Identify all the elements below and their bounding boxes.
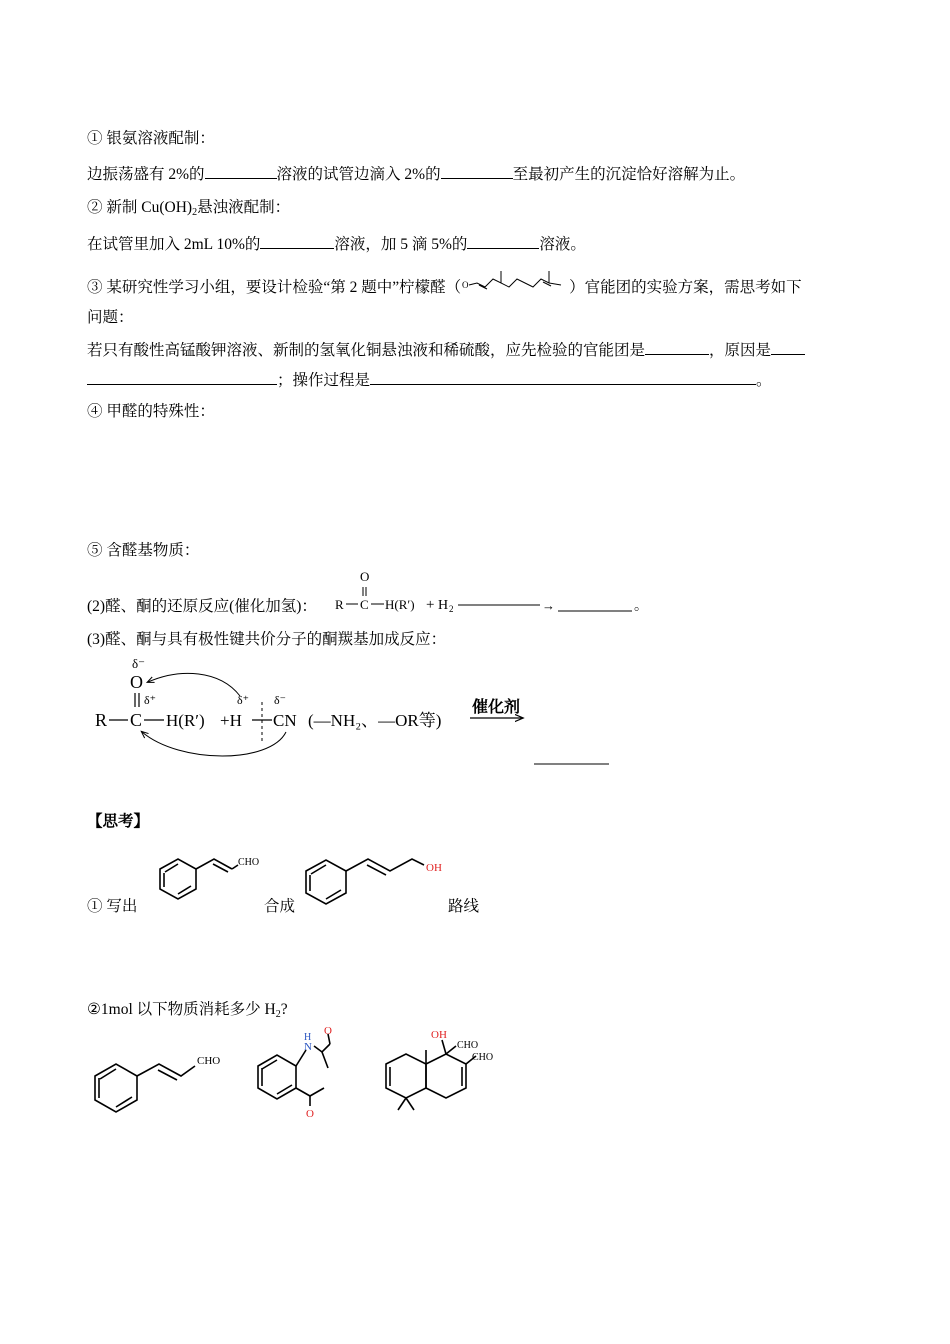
r3-delta-plus-h: δ⁺: [237, 693, 249, 707]
r3-curved-arrow-lower: [142, 732, 286, 756]
gem-methyl-b: [406, 1098, 414, 1110]
q2-molecule-bicyclic-dialdehyde: [372, 1024, 512, 1124]
citral-structure: [461, 278, 569, 292]
r3-c: C: [130, 710, 143, 730]
section-4-title: ④ 甲醛的特殊性：: [87, 403, 215, 420]
s3-text-c: 若只有酸性高锰酸钾溶液、新制的氢氧化铜悬浊液和稀硫酸，应先检验的官能团是: [87, 342, 646, 359]
blank-field[interactable]: [205, 163, 277, 179]
q2-molecule-amide-ketone: [248, 1026, 348, 1120]
cho-label: CHO: [238, 857, 260, 868]
s3-text-b: ）官能团的实验方案，需思考如下: [569, 279, 802, 296]
aromatic-bond: [100, 1069, 116, 1079]
n-label: N: [304, 1041, 312, 1053]
q1-line: [87, 897, 137, 917]
aromatic-bond: [277, 1085, 292, 1094]
blank-field[interactable]: [260, 233, 334, 249]
oh-bond: [442, 1040, 446, 1054]
r2-arrow-head: →: [542, 598, 555, 613]
s1-text-c: 至最初产生的沉淀恰好溶解为止。: [512, 166, 746, 183]
s1-text-b: 溶液的试管边滴入 2%的: [276, 166, 441, 183]
r2-h2: H: [438, 598, 449, 613]
q2-text-a: ②1mol 以下物质消耗多少 H: [87, 1001, 276, 1018]
r2-h2-sub: 2: [449, 604, 454, 614]
r3-plus-h: +H: [220, 711, 242, 730]
amide-chain: [314, 1044, 330, 1052]
s2-title-sub: 2: [192, 207, 198, 218]
section-1-title: ① 银氨溶液配制：: [87, 130, 215, 147]
citral-skeleton: [461, 262, 569, 296]
s3-text-e: ；操作过程是: [277, 372, 371, 389]
cinnamaldehyde-structure: [140, 845, 265, 915]
section-3-line-3: [87, 339, 805, 361]
cinnamyl-alcohol-structure: [296, 845, 456, 915]
s2-text-a: 在试管里加入 2mL 10%的: [87, 236, 261, 253]
section-3-line-2: 问题：: [87, 309, 134, 326]
aromatic-bond: [262, 1060, 277, 1069]
s2-title-a: ② 新制 Cu(OH): [87, 199, 193, 216]
r3-cn: CN: [273, 711, 297, 730]
q1-text-b: 合成: [264, 898, 296, 915]
blank-field[interactable]: [467, 233, 539, 249]
s3-text-d: ，原因是: [709, 342, 772, 359]
cho1-bond: [446, 1046, 456, 1054]
q2-sub: 2: [275, 1009, 281, 1020]
addition-mechanism: [90, 652, 620, 770]
benzene-ring: [160, 859, 196, 899]
addition-label: (3)醛、酮与具有极性键共价分子的酮羰基加成反应：: [87, 631, 447, 648]
n-h-label: H: [304, 1032, 312, 1043]
blank-field[interactable]: [370, 369, 756, 385]
think-title: 【思考】: [87, 813, 150, 830]
amide-o-label: O: [324, 1026, 332, 1037]
s2-text-c: 溶液。: [539, 236, 586, 253]
blank-field[interactable]: [771, 339, 805, 355]
section-2-text: [87, 233, 586, 255]
cho1-label: CHO: [457, 1040, 479, 1051]
r3-delta-plus-c: δ⁺: [144, 693, 156, 707]
cho2-label: CHO: [472, 1052, 494, 1063]
acetyl-methyl: [310, 1088, 324, 1096]
benzene-ring: [95, 1064, 137, 1112]
oh-label: OH: [426, 862, 442, 874]
r3-delta-minus-cn: δ⁻: [274, 693, 286, 707]
s3-text-a: ③ 某研究性学习小组，要设计检验“第 2 题中”柠檬醛（: [87, 279, 462, 296]
r2-c: C: [360, 597, 369, 612]
r3-paren: (—NH₂、—OR等): [308, 711, 442, 730]
ring-a: [386, 1054, 426, 1098]
blank-field[interactable]: [87, 369, 277, 385]
reduction-label: (2)醛、酮的还原反应(催化加氢)：: [87, 598, 317, 615]
reduction-equation: [330, 565, 650, 617]
r3-o: O: [130, 672, 143, 692]
acetyl-bond: [296, 1088, 310, 1096]
s1-text-a: 边振荡盛有 2%的: [87, 166, 205, 183]
r3-catalyst: 催化剂: [472, 699, 521, 716]
r3-r: R: [95, 710, 108, 730]
section-3-line-4: [87, 369, 772, 391]
benzene-ring: [306, 860, 346, 904]
side-chain: [346, 859, 424, 871]
blank-field[interactable]: [441, 163, 513, 179]
section-1-text: [87, 163, 745, 185]
blank-field[interactable]: [645, 339, 709, 355]
r2-r: R: [335, 597, 344, 612]
r3-delta-minus-o: δ⁻: [132, 656, 145, 671]
r2-end: 。: [634, 599, 648, 614]
section-2-title: [87, 198, 290, 223]
r3-h-rprime: H(R′): [166, 711, 205, 730]
q2-text-b: ?: [280, 1001, 288, 1018]
r2-h: H(R′): [385, 597, 415, 612]
gem-methyl-a: [398, 1098, 406, 1110]
oh-label: OH: [431, 1029, 447, 1041]
r2-plus: +: [426, 597, 435, 613]
ketone-o-label: O: [306, 1108, 314, 1120]
s2-title-b: 悬浊液配制：: [197, 199, 291, 216]
s2-text-b: 溶液，加 5 滴 5%的: [334, 236, 468, 253]
benzene-ring: [258, 1055, 296, 1099]
citral-o-label: O: [462, 280, 469, 290]
section-3-line-1: [87, 278, 802, 298]
aromatic-bond: [116, 1097, 132, 1107]
methyl-bond: [322, 1052, 328, 1068]
s3-text-f: 。: [756, 372, 772, 389]
ring-b: [426, 1054, 466, 1098]
r3-curved-arrow-upper: [148, 673, 240, 696]
q1-text-a: ① 写出: [87, 898, 138, 915]
q2-line: [87, 1000, 288, 1025]
r2-o: O: [360, 569, 370, 584]
q2-molecule-cinnamaldehyde: [85, 1042, 235, 1117]
cho-label: CHO: [197, 1055, 221, 1067]
section-5-title: ⑤ 含醛基物质：: [87, 542, 200, 559]
q1-text-c: 路线: [448, 898, 480, 915]
